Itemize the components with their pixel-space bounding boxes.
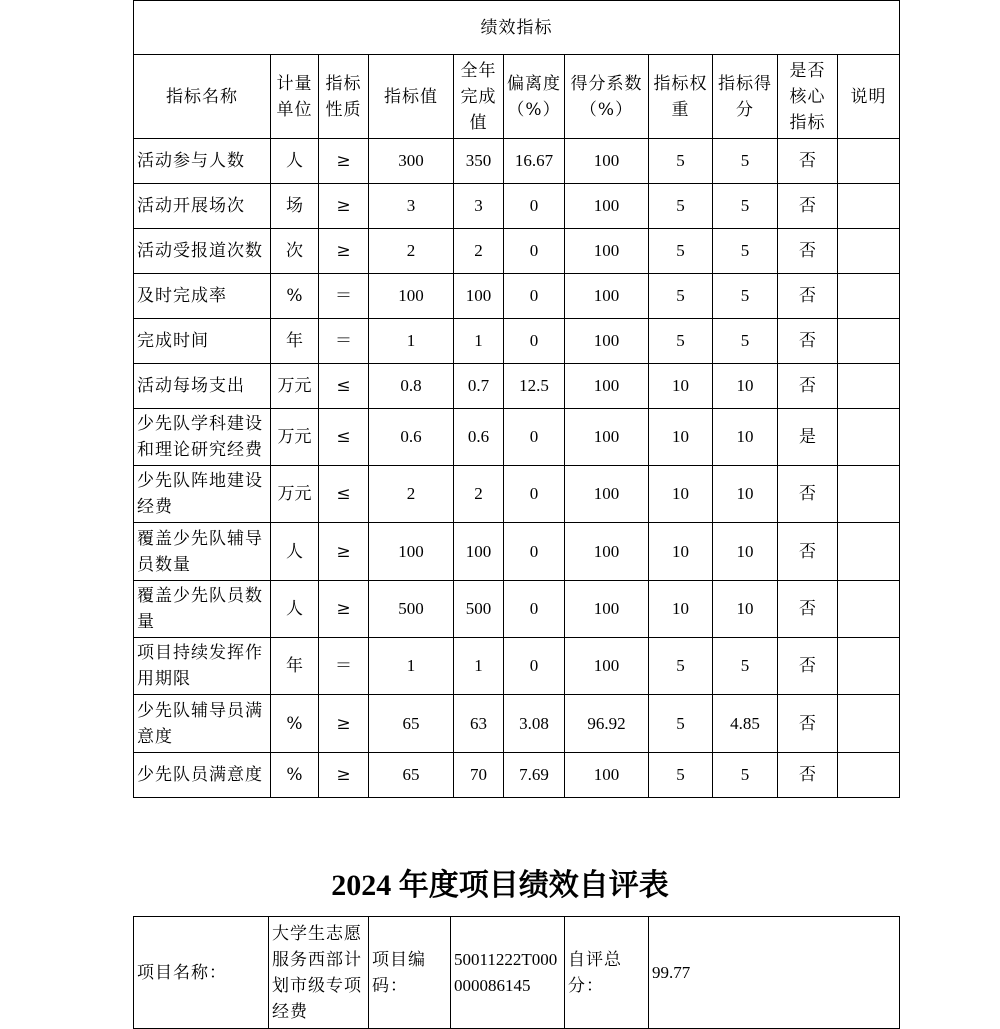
cell-target: 1 <box>369 638 454 695</box>
cell-core: 否 <box>778 638 838 695</box>
cell-deviation: 0 <box>504 319 565 364</box>
table-row <box>134 319 900 364</box>
cell-coef: 96.92 <box>565 695 649 753</box>
project-name-value: 大学生志愿服务西部计划市级专项经费 <box>269 917 369 1029</box>
cell-core: 否 <box>778 274 838 319</box>
cell-actual: 100 <box>454 523 504 581</box>
cell-score: 5 <box>713 184 778 229</box>
cell-actual: 2 <box>454 466 504 523</box>
project-name-label: 项目名称： <box>134 917 269 1029</box>
cell-name: 活动受报道次数 <box>134 229 271 274</box>
cell-nature: ≥ <box>319 139 369 184</box>
cell-deviation: 0 <box>504 466 565 523</box>
cell-score: 5 <box>713 638 778 695</box>
cell-unit: % <box>271 753 319 798</box>
cell-target: 3 <box>369 184 454 229</box>
cell-weight: 5 <box>649 319 713 364</box>
table-row <box>134 364 900 409</box>
self-eval-label: 自评总分： <box>565 917 649 1029</box>
header-nature: 指标性质 <box>319 55 369 139</box>
cell-actual: 0.6 <box>454 409 504 466</box>
table-row <box>134 695 900 753</box>
cell-unit: 万元 <box>271 409 319 466</box>
cell-core: 否 <box>778 319 838 364</box>
cell-nature: ＝ <box>319 319 369 364</box>
cell-score: 5 <box>713 753 778 798</box>
cell-note <box>838 364 900 409</box>
cell-name: 少先队阵地建设经费 <box>134 466 271 523</box>
cell-coef: 100 <box>565 753 649 798</box>
cell-unit: % <box>271 695 319 753</box>
cell-weight: 5 <box>649 139 713 184</box>
cell-target: 2 <box>369 229 454 274</box>
project-info-row <box>134 917 900 1029</box>
cell-weight: 5 <box>649 274 713 319</box>
cell-coef: 100 <box>565 523 649 581</box>
cell-weight: 10 <box>649 523 713 581</box>
cell-weight: 5 <box>649 184 713 229</box>
cell-actual: 3 <box>454 184 504 229</box>
header-row <box>134 55 900 139</box>
cell-deviation: 0 <box>504 184 565 229</box>
project-info-table <box>133 916 900 1029</box>
cell-nature: ≥ <box>319 229 369 274</box>
cell-deviation: 0 <box>504 229 565 274</box>
cell-nature: ≤ <box>319 466 369 523</box>
cell-core: 否 <box>778 229 838 274</box>
cell-unit: 次 <box>271 229 319 274</box>
cell-note <box>838 319 900 364</box>
header-weight: 指标权重 <box>649 55 713 139</box>
cell-target: 0.8 <box>369 364 454 409</box>
cell-note <box>838 638 900 695</box>
cell-core: 否 <box>778 753 838 798</box>
cell-nature: ≤ <box>319 409 369 466</box>
cell-weight: 5 <box>649 753 713 798</box>
cell-unit: 万元 <box>271 466 319 523</box>
page-title: 2024 年度项目绩效自评表 <box>331 869 669 902</box>
table-row <box>134 753 900 798</box>
cell-deviation: 12.5 <box>504 364 565 409</box>
cell-target: 0.6 <box>369 409 454 466</box>
cell-target: 100 <box>369 274 454 319</box>
cell-core: 否 <box>778 466 838 523</box>
cell-name: 项目持续发挥作用期限 <box>134 638 271 695</box>
cell-coef: 100 <box>565 638 649 695</box>
cell-score: 10 <box>713 409 778 466</box>
cell-note <box>838 581 900 638</box>
cell-actual: 70 <box>454 753 504 798</box>
cell-nature: ≤ <box>319 364 369 409</box>
header-score: 指标得分 <box>713 55 778 139</box>
cell-actual: 500 <box>454 581 504 638</box>
cell-unit: % <box>271 274 319 319</box>
cell-target: 100 <box>369 523 454 581</box>
cell-name: 活动每场支出 <box>134 364 271 409</box>
cell-note <box>838 139 900 184</box>
cell-nature: ≥ <box>319 695 369 753</box>
cell-weight: 5 <box>649 638 713 695</box>
cell-core: 否 <box>778 184 838 229</box>
cell-coef: 100 <box>565 581 649 638</box>
cell-weight: 10 <box>649 364 713 409</box>
header-name: 指标名称 <box>134 55 271 139</box>
table-row <box>134 229 900 274</box>
cell-actual: 63 <box>454 695 504 753</box>
table-row <box>134 274 900 319</box>
cell-coef: 100 <box>565 319 649 364</box>
cell-name: 覆盖少先队辅导员数量 <box>134 523 271 581</box>
cell-nature: ≥ <box>319 581 369 638</box>
table-row <box>134 523 900 581</box>
cell-unit: 人 <box>271 139 319 184</box>
cell-note <box>838 695 900 753</box>
cell-note <box>838 229 900 274</box>
cell-name: 少先队学科建设和理论研究经费 <box>134 409 271 466</box>
header-note: 说明 <box>838 55 900 139</box>
cell-actual: 2 <box>454 229 504 274</box>
cell-actual: 350 <box>454 139 504 184</box>
cell-target: 2 <box>369 466 454 523</box>
cell-score: 10 <box>713 364 778 409</box>
cell-core: 否 <box>778 581 838 638</box>
cell-weight: 10 <box>649 466 713 523</box>
cell-deviation: 0 <box>504 638 565 695</box>
cell-actual: 0.7 <box>454 364 504 409</box>
cell-unit: 人 <box>271 581 319 638</box>
cell-core: 否 <box>778 523 838 581</box>
cell-actual: 1 <box>454 319 504 364</box>
cell-actual: 1 <box>454 638 504 695</box>
cell-name: 活动参与人数 <box>134 139 271 184</box>
project-code-label: 项目编码： <box>369 917 451 1029</box>
cell-coef: 100 <box>565 364 649 409</box>
cell-unit: 年 <box>271 638 319 695</box>
cell-weight: 5 <box>649 695 713 753</box>
cell-target: 65 <box>369 695 454 753</box>
header-actual: 全年完成值 <box>454 55 504 139</box>
cell-weight: 10 <box>649 581 713 638</box>
cell-core: 否 <box>778 139 838 184</box>
table-row <box>134 638 900 695</box>
cell-unit: 人 <box>271 523 319 581</box>
cell-coef: 100 <box>565 139 649 184</box>
cell-coef: 100 <box>565 409 649 466</box>
cell-score: 5 <box>713 139 778 184</box>
cell-note <box>838 409 900 466</box>
cell-weight: 10 <box>649 409 713 466</box>
cell-name: 活动开展场次 <box>134 184 271 229</box>
cell-core: 是 <box>778 409 838 466</box>
table-row <box>134 184 900 229</box>
cell-nature: ≥ <box>319 753 369 798</box>
cell-deviation: 0 <box>504 581 565 638</box>
cell-deviation: 0 <box>504 274 565 319</box>
cell-score: 4.85 <box>713 695 778 753</box>
cell-note <box>838 184 900 229</box>
cell-name: 覆盖少先队员数量 <box>134 581 271 638</box>
cell-score: 10 <box>713 581 778 638</box>
cell-target: 1 <box>369 319 454 364</box>
cell-target: 500 <box>369 581 454 638</box>
table-row <box>134 409 900 466</box>
cell-coef: 100 <box>565 274 649 319</box>
header-coef: 得分系数（%） <box>565 55 649 139</box>
cell-note <box>838 753 900 798</box>
header-target: 指标值 <box>369 55 454 139</box>
cell-nature: ＝ <box>319 274 369 319</box>
cell-coef: 100 <box>565 184 649 229</box>
cell-note <box>838 274 900 319</box>
cell-unit: 万元 <box>271 364 319 409</box>
cell-score: 10 <box>713 466 778 523</box>
cell-name: 完成时间 <box>134 319 271 364</box>
project-code-value: 50011222T000000086145 <box>451 917 565 1029</box>
cell-score: 5 <box>713 229 778 274</box>
table-row <box>134 466 900 523</box>
cell-deviation: 3.08 <box>504 695 565 753</box>
cell-core: 否 <box>778 364 838 409</box>
header-deviation: 偏离度（%） <box>504 55 565 139</box>
cell-core: 否 <box>778 695 838 753</box>
cell-nature: ≥ <box>319 184 369 229</box>
cell-note <box>838 523 900 581</box>
header-core: 是否核心指标 <box>778 55 838 139</box>
cell-coef: 100 <box>565 466 649 523</box>
cell-score: 5 <box>713 319 778 364</box>
cell-target: 65 <box>369 753 454 798</box>
cell-target: 300 <box>369 139 454 184</box>
cell-deviation: 0 <box>504 523 565 581</box>
cell-score: 10 <box>713 523 778 581</box>
self-eval-value: 99.77 <box>649 917 900 1029</box>
table-row <box>134 139 900 184</box>
cell-coef: 100 <box>565 229 649 274</box>
cell-unit: 场 <box>271 184 319 229</box>
table-row <box>134 581 900 638</box>
performance-table <box>133 0 900 798</box>
cell-name: 少先队员满意度 <box>134 753 271 798</box>
cell-name: 及时完成率 <box>134 274 271 319</box>
cell-nature: ≥ <box>319 523 369 581</box>
header-unit: 计量单位 <box>271 55 319 139</box>
cell-name: 少先队辅导员满意度 <box>134 695 271 753</box>
cell-actual: 100 <box>454 274 504 319</box>
cell-note <box>838 466 900 523</box>
cell-weight: 5 <box>649 229 713 274</box>
cell-score: 5 <box>713 274 778 319</box>
section-title-row <box>134 1 900 55</box>
cell-unit: 年 <box>271 319 319 364</box>
cell-deviation: 7.69 <box>504 753 565 798</box>
cell-nature: ＝ <box>319 638 369 695</box>
section-title: 绩效指标 <box>134 1 900 55</box>
cell-deviation: 16.67 <box>504 139 565 184</box>
cell-deviation: 0 <box>504 409 565 466</box>
